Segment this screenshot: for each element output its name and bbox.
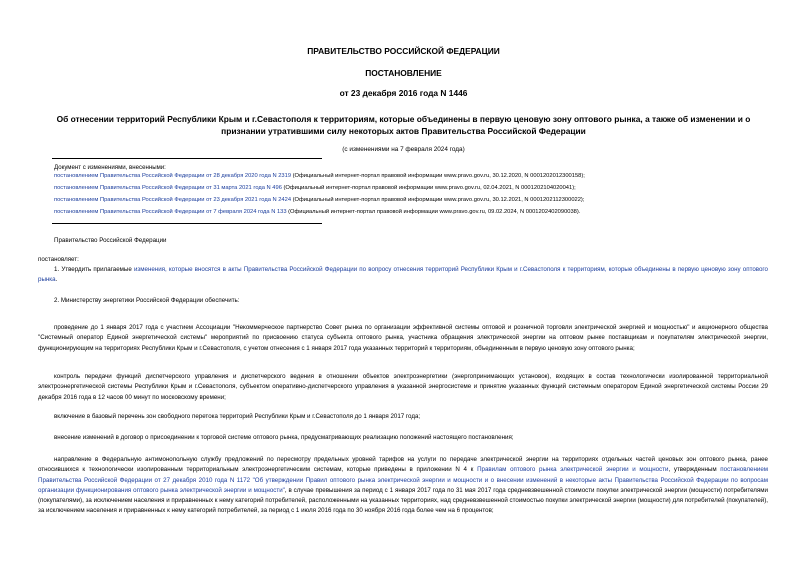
bottom-divider: [52, 223, 322, 224]
changes-approved-link[interactable]: изменения, которые вносятся в акты Правительства Российской Федерации по вопросу отнесения территорий Республики Крым и г.Севастополя к территориям, которые объединены в первую ценовую зону оптового рынка: [38, 266, 768, 284]
government-line: Правительство Российской Федерации: [54, 237, 167, 244]
list-item: [54, 195, 774, 207]
paragraph-3: проведение до 1 января 2017 года с участием Ассоциации "Некоммерческое партнерство Совет рынка по организации эффективной системы оптовой и розничной торговли электрической энергией и мощностью" и акционерного общества "Системный оператор Единой энергетической системы" мероприятий по присвоению статуса субъекта оптового рынка, участника обращения электрической энергии на оптовом рынке поставщикам и покупателям электрической энергии, функционирующим на территориях Республики Крым и г.Севастополя, с учетом отнесения с 1 января 2017 года указанных территорий к территориям, объединенным в первую ценовую зону оптового рынка;: [38, 324, 768, 352]
changes-intro: Документ с изменениями, внесенными:: [54, 164, 166, 171]
amendment-link[interactable]: постановлением Правительства Российской Федерации от 31 марта 2021 года N 496: [54, 184, 282, 191]
list-item: [54, 183, 774, 195]
edition-note: (с изменениями на 7 февраля 2024 года): [342, 146, 465, 153]
amendment-source: (Официальный интернет-портал правовой информации www.pravo.gov.ru, 09.02.2024, N 0001202402090038).: [286, 208, 581, 215]
amendment-source: (Официальный интернет-портал правовой информации www.pravo.gov.ru, 30.12.2021, N 0001202112300022);: [291, 196, 585, 203]
paragraph-1: 1. Утвердить прилагаемые изменения, которые вносятся в акты Правительства Российской Федерации по вопросу отнесения территорий Республики Крым и г.Севастополя к территориям, которые объединены в первую ценовую зону оптового рынка.: [38, 266, 768, 284]
document-type: ПОСТАНОВЛЕНИЕ: [365, 68, 442, 78]
paragraph-2: 2. Министерству энергетики Российской Федерации обеспечить:: [54, 297, 240, 304]
list-item: [54, 207, 774, 219]
amendment-source: (Официальный интернет-портал правовой информации www.pravo.gov.ru, 30.12.2020, N 0001202012300158);: [291, 173, 585, 179]
list-item: [54, 171, 774, 183]
amendment-link[interactable]: постановлением Правительства Российской Федерации от 7 февраля 2024 года N 133: [54, 208, 287, 215]
amendment-link[interactable]: постановлением Правительства Российской Федерации от 23 декабря 2021 года N 2424: [54, 196, 292, 203]
paragraph-5: включение в базовый перечень зон свободного перетока территорий Республики Крым и г.Севастополя до 1 января 2017 года;: [54, 413, 421, 420]
document-title: Об отнесении территорий Республики Крым и г.Севастополя к территориям, которые объединены в первую ценовую зону оптового рынка, а также об изменении и о признании утратившими силу некоторых актов Правительства Российской Федерации: [56, 114, 751, 136]
top-divider: [52, 158, 322, 159]
decrees-line: постановляет:: [38, 256, 79, 263]
paragraph-7: направление в Федеральную антимонопольную службу предложений по пересмотру предельных уровней тарифов на услуги по передаче электрической энергии на территориях отдельных частей ценовых зон оптового рынка, ранее относившихся к технологически изолированным территориальным электроэнергетическим системам, которые приведены в приложении N 4 к Правилам оптового рынка электрической энергии и мощности, утвержденным постановлением Правительства Российской Федерации от 27 декабря 2010 года N 1172 "Об утверждении Правил оптового рынка электрической энергии и мощности и о внесении изменений в некоторые акты Правительства Российской Федерации по вопросам организации функционирования оптового рынка электрической энергии и мощности", в случае превышения за период с 1 января 2017 года по 31 мая 2017 года средневзвешенной стоимости покупки электрической энергии (мощности) потребителями (покупателями), за исключением населения и приравненных к нему категорий потребителей, расположенными на указанных территориях, над средневзвешенной стоимостью покупки электрической энергии (мощности) для потребителей (покупателей), за исключением населения и приравненных к нему категорий потребителей, за период с 1 июля 2016 года по 30 ноября 2016 года более чем на 6 процентов;: [38, 456, 769, 515]
amendment-source: (Официальный интернет-портал правовой информации www.pravo.gov.ru, 02.04.2021, N 0001202104020041);: [281, 184, 576, 191]
resolution-1172-link[interactable]: постановлением Правительства Российской Федерации от 27 декабря 2010 года N 1172 "Об утверждении Правил оптового рынка электрической энергии и мощности и о внесении изменений в некоторые акты Правительства Российской Федерации по вопросам организации функционирования оптового рынка электрической энергии и мощности": [38, 466, 769, 494]
document-date-number: от 23 декабря 2016 года N 1446: [339, 88, 468, 98]
government-heading: ПРАВИТЕЛЬСТВО РОССИЙСКОЙ ФЕДЕРАЦИИ: [307, 46, 500, 56]
amendment-link[interactable]: постановлением Правительства Российской Федерации от 28 декабря 2020 года N 2319: [54, 173, 292, 179]
paragraph-6: внесение изменений в договор о присоединении к торговой системе оптового рынка, предусматривающих реализацию положений настоящего постановления;: [54, 434, 514, 441]
changes-list: [54, 171, 774, 219]
paragraph-4: контроль передачи функций диспетчерского управления и диспетчерского ведения в отношении объектов электроэнергетики (энергопринимающих установок), входящих в состав технологически изолированной территориальной электроэнергетической системы Республики Крым и г.Севастополя, субъектом оперативно-диспетчерского управления в указанной энергосистеме и принятие указанных функций системным оператором Единой энергетической системы России 29 декабря 2016 года в 12 часов 00 минут по московскому времени;: [38, 373, 768, 401]
wholesale-market-rules-link[interactable]: Правилам оптового рынка электрической энергии и мощности: [477, 466, 669, 474]
